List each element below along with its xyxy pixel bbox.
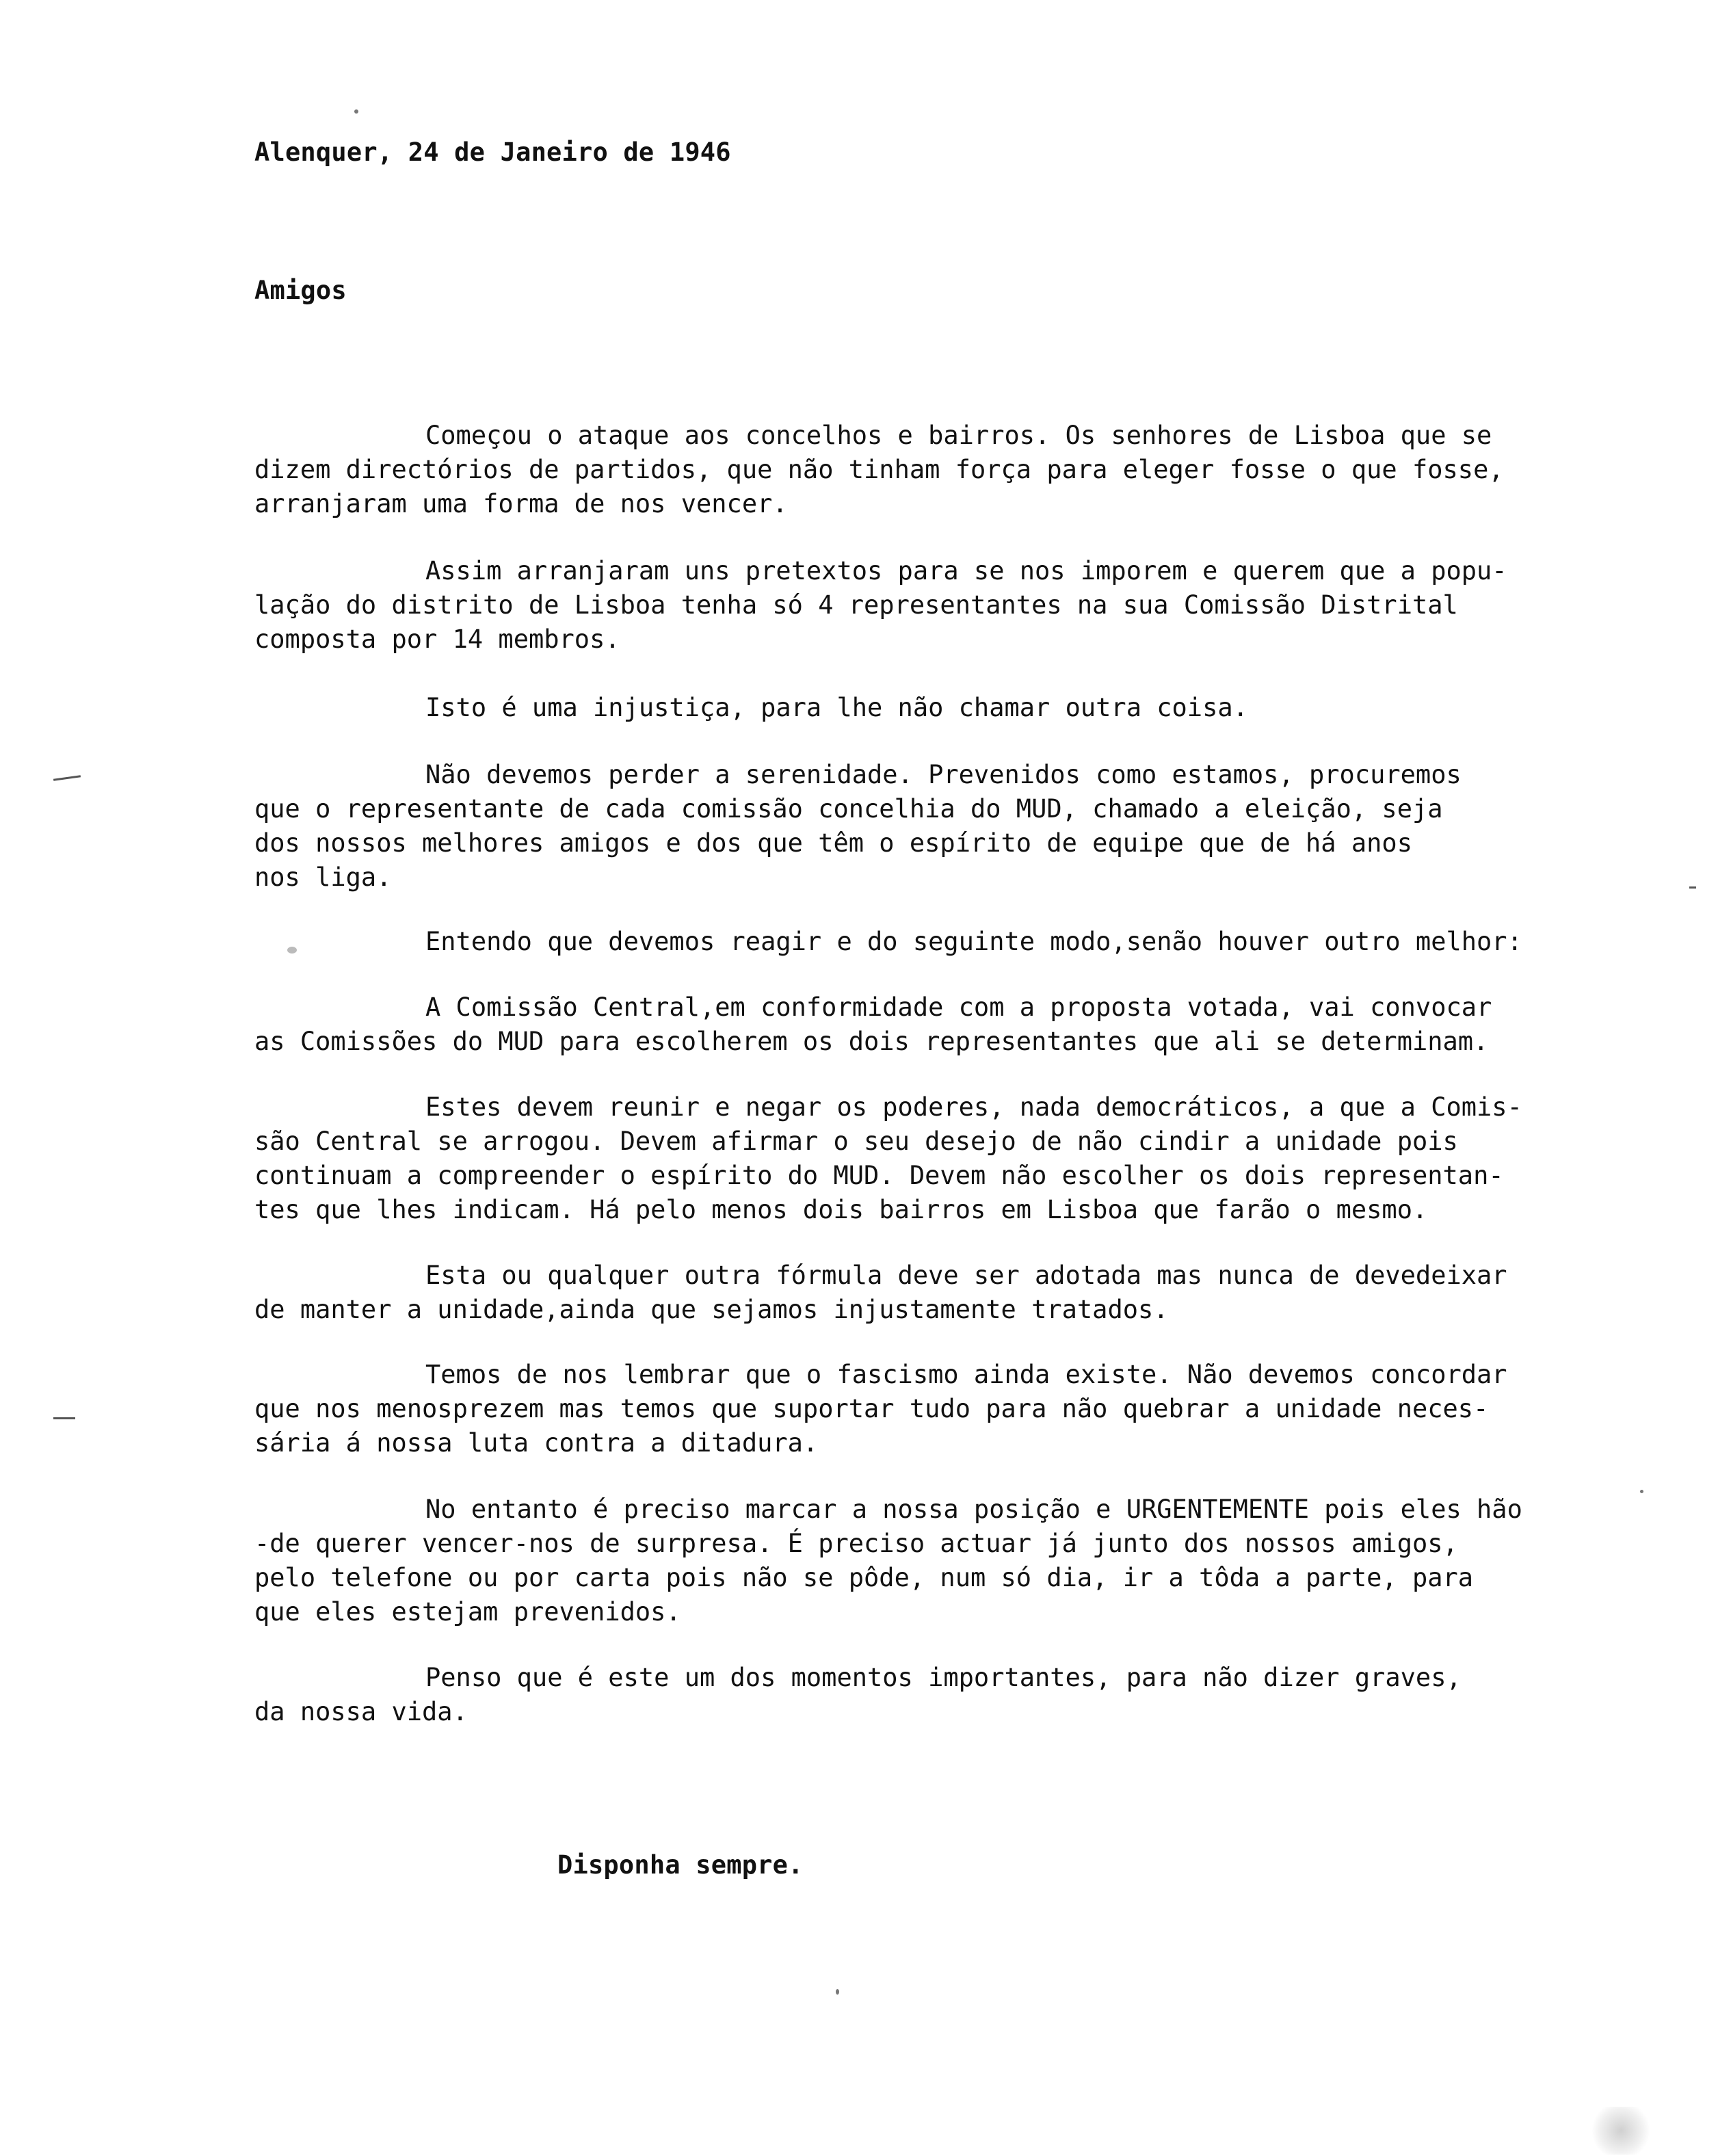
paragraph-line: sária á nossa luta contra a ditadura. — [254, 1428, 819, 1458]
paragraph-line: No entanto é preciso marcar a nossa posição e URGENTEMENTE pois eles hão — [425, 1495, 1522, 1524]
paragraph-line: Isto é uma injustiça, para lhe não chamar outra coisa. — [425, 693, 1248, 722]
scan-mark — [1689, 886, 1696, 889]
paragraph-line: nos liga. — [254, 863, 392, 892]
paragraph-line: Penso que é este um dos momentos importantes, para não dizer graves, — [425, 1663, 1462, 1692]
scan-speck — [287, 947, 297, 954]
letter-paragraph-11 — [254, 1661, 1650, 1729]
letter-paragraph-9 — [254, 1358, 1650, 1460]
paragraph-line: tes que lhes indicam. Há pelo menos dois bairros em Lisboa que farão o mesmo. — [254, 1195, 1428, 1224]
paragraph-line: da nossa vida. — [254, 1697, 468, 1726]
paragraph-line: Começou o ataque aos concelhos e bairros. Os senhores de Lisboa que se — [425, 421, 1492, 450]
letter-salutation: Amigos — [254, 276, 347, 305]
letter-paragraph-10 — [254, 1493, 1650, 1629]
paragraph-line: dizem directórios de partidos, que não tinham força para eleger fosse o que fosse, — [254, 455, 1504, 484]
paragraph-line: que o representante de cada comissão concelhia do MUD, chamado a eleição, seja — [254, 794, 1443, 824]
paragraph-line: Assim arranjaram uns pretextos para se nos imporem e querem que a popu- — [425, 556, 1507, 586]
scan-stamp-smudge — [1590, 2107, 1652, 2155]
scan-mark — [53, 1417, 75, 1419]
scan-speck — [1640, 1490, 1643, 1493]
paragraph-line: -de querer vencer-nos de surpresa. É preciso actuar já junto dos nossos amigos, — [254, 1529, 1458, 1558]
letter-closing: Disponha sempre. — [557, 1850, 804, 1880]
paragraph-line: lação do distrito de Lisboa tenha só 4 representantes na sua Comissão Distrital — [254, 590, 1458, 620]
paragraph-line: Esta ou qualquer outra fórmula deve ser adotada mas nunca de devedeixar — [425, 1261, 1507, 1290]
paragraph-line: continuam a compreender o espírito do MUD. Devem não escolher os dois representan- — [254, 1161, 1504, 1190]
paragraph-line: Entendo que devemos reagir e do seguinte modo,senão houver outro melhor: — [425, 927, 1522, 956]
scan-speck — [836, 1989, 839, 1995]
paragraph-line: Não devemos perder a serenidade. Prevenidos como estamos, procuremos — [425, 760, 1462, 789]
paragraph-line: de manter a unidade,ainda que sejamos injustamente tratados. — [254, 1295, 1169, 1324]
letter-paragraph-3 — [254, 691, 1650, 725]
paragraph-line: A Comissão Central,em conformidade com a proposta votada, vai convocar — [425, 992, 1492, 1022]
paragraph-line: pelo telefone ou por carta pois não se pôde, num só dia, ir a tôda a parte, para — [254, 1563, 1474, 1592]
letter-paragraph-7 — [254, 1090, 1650, 1227]
paragraph-line: que nos menosprezem mas temos que suportar tudo para não quebrar a unidade neces- — [254, 1394, 1489, 1423]
paragraph-line: são Central se arrogou. Devem afirmar o seu desejo de não cindir a unidade pois — [254, 1127, 1458, 1156]
paragraph-line: composta por 14 membros. — [254, 625, 620, 654]
letter-paragraph-5 — [254, 925, 1650, 959]
letter-date-line: Alenquer, 24 de Janeiro de 1946 — [254, 137, 731, 167]
paragraph-line: Temos de nos lembrar que o fascismo ainda existe. Não devemos concordar — [425, 1360, 1507, 1389]
scan-speck — [354, 109, 358, 114]
paragraph-line: que eles estejam prevenidos. — [254, 1597, 681, 1627]
letter-paragraph-2 — [254, 554, 1650, 657]
letter-paragraph-6 — [254, 990, 1650, 1059]
paragraph-line: as Comissões do MUD para escolherem os dois representantes que ali se determinam. — [254, 1027, 1489, 1056]
letter-paragraph-4 — [254, 758, 1650, 895]
letter-paragraph-8 — [254, 1259, 1650, 1327]
letter-paragraph-1 — [254, 419, 1650, 521]
paragraph-line: Estes devem reunir e negar os poderes, nada democráticos, a que a Comis- — [425, 1092, 1522, 1122]
paragraph-line: arranjaram uma forma de nos vencer. — [254, 489, 788, 518]
scan-mark — [53, 775, 81, 781]
paragraph-line: dos nossos melhores amigos e dos que têm o espírito de equipe que de há anos — [254, 828, 1412, 858]
